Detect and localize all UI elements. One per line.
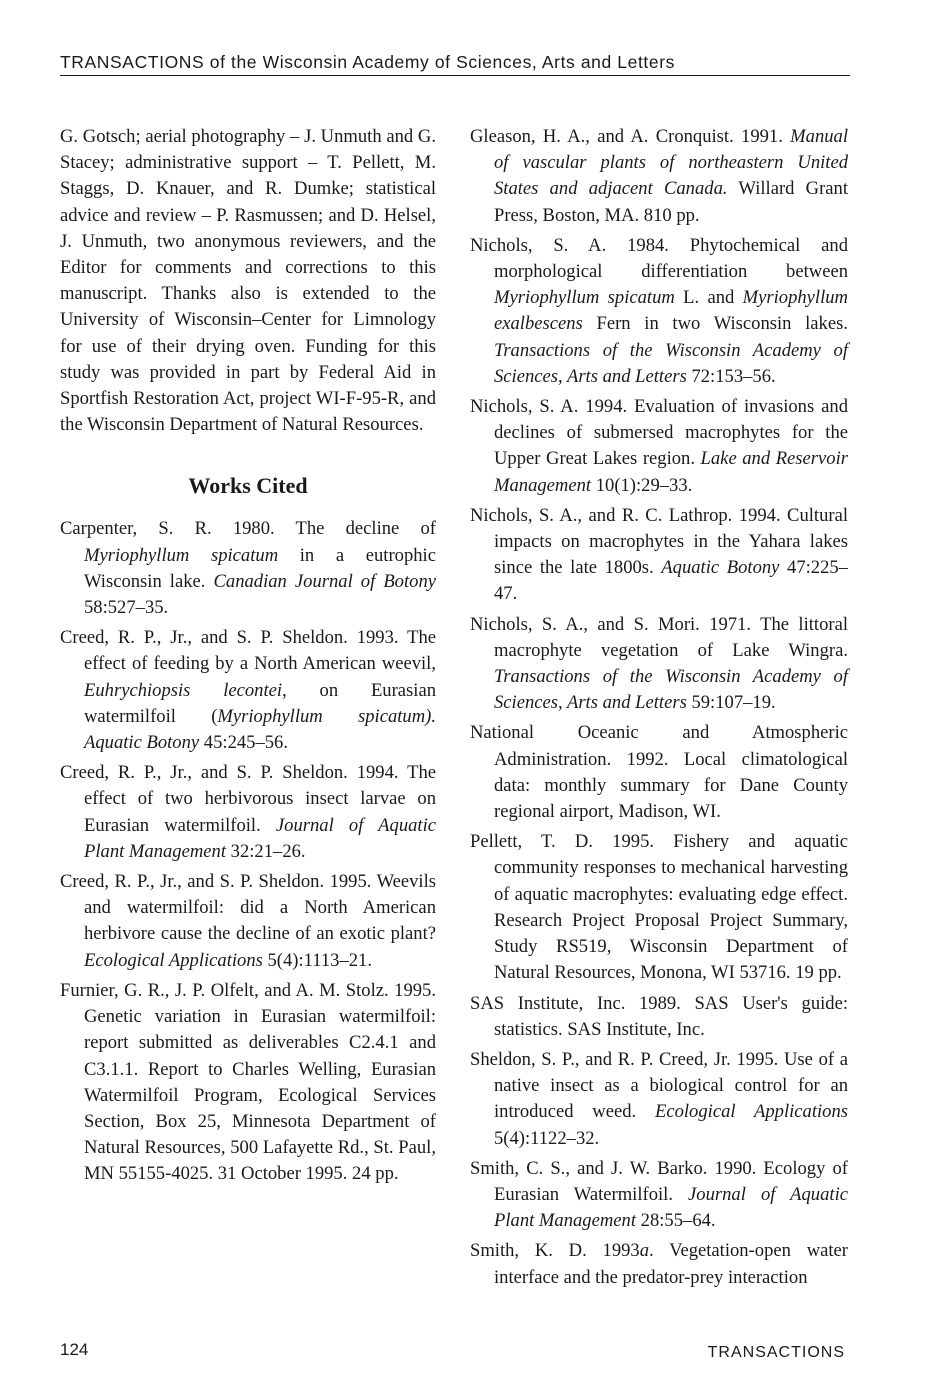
works-cited-heading: Works Cited: [188, 473, 308, 499]
reference-entry: Nichols, S. A. 1994. Evaluation of invasions and declines of submersed macrophytes for the Upper Great Lakes region. Lake and Reservoir Management 10(1):29–33.: [470, 396, 848, 496]
reference-entry: Creed, R. P., Jr., and S. P. Sheldon. 1995. Weevils and watermilfoil: did a North American herbivore cause the decline of an exotic plant? Ecological Applications 5(4):1113–21.: [60, 871, 436, 971]
reference-entry: Nichols, S. A. 1984. Phytochemical and morphological differentiation between Myriophyllum spicatum L. and Myriophyllum exalbescens Fern in two Wisconsin lakes. Transactions of the Wisconsin Academy of Sciences, Arts and Letters 72:153–56.: [470, 234, 848, 387]
reference-entry: Sheldon, S. P., and R. P. Creed, Jr. 1995. Use of a native insect as a biological control for an introduced weed. Ecological Applications 5(4):1122–32.: [470, 1048, 848, 1149]
reference-entry: Pellett, T. D. 1995. Fishery and aquatic community responses to mechanical harvesting of aquatic macrophytes: evaluating edge effect. Research Project Proposal Project Summary, Study RS519, Wisconsin Department of Natural Resources, Monona, WI 53716. 19 pp.: [470, 831, 848, 984]
footer-journal-label: TRANSACTIONS: [707, 1344, 845, 1361]
reference-entry: Smith, K. D. 1993a. Vegetation-open water interface and the predator-prey interaction: [470, 1240, 848, 1288]
reference-entry: Smith, C. S., and J. W. Barko. 1990. Ecology of Eurasian Watermilfoil. Journal of Aquatic Plant Management 28:55–64.: [470, 1157, 848, 1232]
reference-entry: National Oceanic and Atmospheric Administration. 1992. Local climatological data: monthly summary for Dane County regional airport, Madison, WI.: [470, 722, 848, 823]
reference-entry: Creed, R. P., Jr., and S. P. Sheldon. 1994. The effect of two herbivorous insect larvae on Eurasian watermilfoil. Journal of Aquatic Plant Management 32:21–26.: [60, 762, 436, 862]
page-number: 124: [60, 1340, 89, 1359]
left-column: [60, 124, 436, 1192]
acknowledgments-paragraph: G. Gotsch; aerial photography – J. Unmuth and G. Stacey; administrative support – T. Pellett, M. Staggs, D. Knauer, and R. Dumke; statistical advice and review – P. Rasmussen; and D. Helsel, J. Unmuth, two anonymous reviewers, and the Editor for comments and corrections to this manuscript. Thanks also is extended to the University of Wisconsin–Center for Limnology for use of their drying oven. Funding for this study was provided in part by Federal Aid in Sportfish Restoration Act, project WI-F-95-R, and the Wisconsin Department of Natural Resources.: [60, 126, 436, 436]
reference-entry: Furnier, G. R., J. P. Olfelt, and A. M. Stolz. 1995. Genetic variation in Eurasian watermilfoil: report submitted as deliverables C2.4.1 and C3.1.1. Report to Charles Welling, Eurasian Watermilfoil Program, Ecological Services Section, Box 25, Minnesota Department of Natural Resources, 500 Lafayette Rd., St. Paul, MN 55155-4025. 31 October 1995. 24 pp.: [60, 979, 436, 1185]
reference-entry: Gleason, H. A., and A. Cronquist. 1991. Manual of vascular plants of northeastern United States and adjacent Canada. Willard Grant Press, Boston, MA. 810 pp.: [470, 126, 849, 226]
reference-entry: SAS Institute, Inc. 1989. SAS User's guide: statistics. SAS Institute, Inc.: [470, 992, 848, 1040]
reference-entry: Creed, R. P., Jr., and S. P. Sheldon. 1993. The effect of feeding by a North American weevil, Euhrychiopsis lecontei, on Eurasian watermilfoil (Myriophyllum spicatum). Aquatic Botony 45:245–56.: [60, 627, 436, 754]
reference-entry: Nichols, S. A., and R. C. Lathrop. 1994. Cultural impacts on macrophytes in the Yahara lakes since the late 1800s. Aquatic Botony 47:225–47.: [470, 504, 848, 605]
running-head: TRANSACTIONS of the Wisconsin Academy of Sciences, Arts and Letters: [60, 52, 850, 76]
reference-entry: Carpenter, S. R. 1980. The decline of Myriophyllum spicatum in a eutrophic Wisconsin lake. Canadian Journal of Botony 58:527–35.: [60, 518, 436, 619]
right-column: [470, 124, 848, 1295]
reference-entry: Nichols, S. A., and S. Mori. 1971. The littoral macrophyte vegetation of Lake Wingra. Transactions of the Wisconsin Academy of Sciences, Arts and Letters 59:107–19.: [470, 613, 848, 714]
